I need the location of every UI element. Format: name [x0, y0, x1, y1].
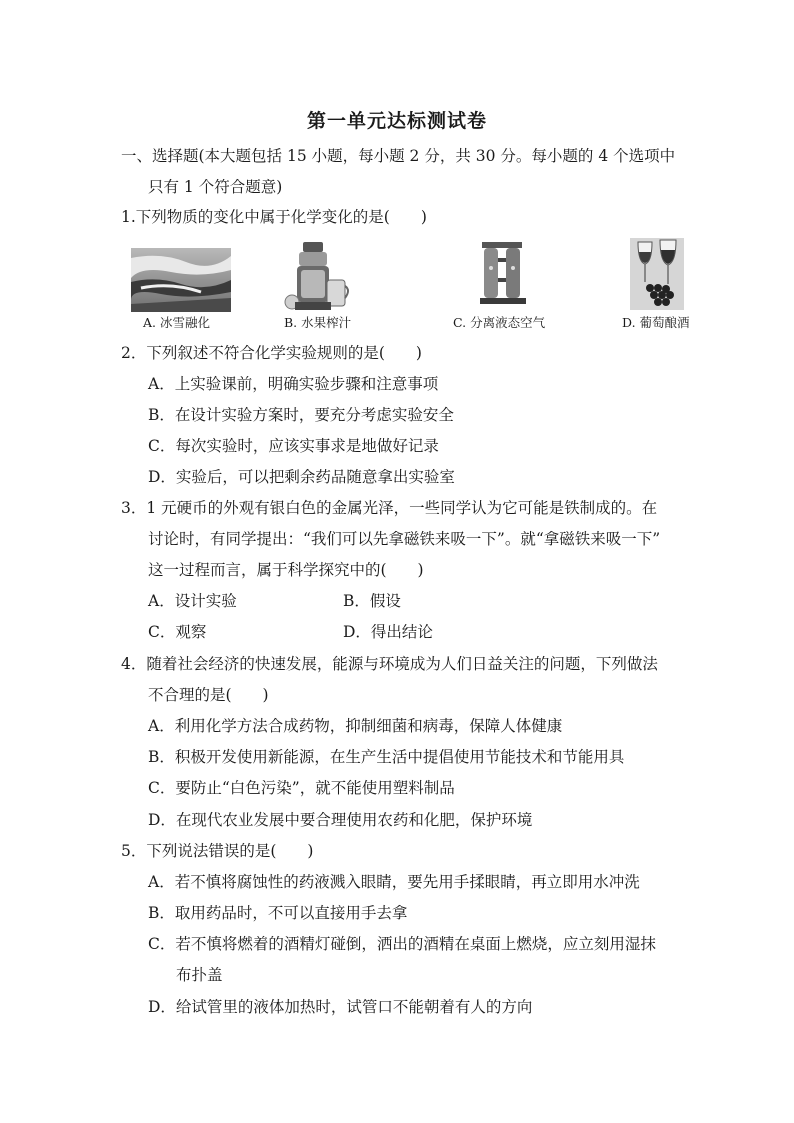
grape-wine-photo — [630, 238, 684, 310]
question-5-option-b: B．取用药品时，不可以直接用手去拿 — [148, 904, 408, 922]
question-3-stem-line3: 这一过程而言，属于科学探究中的( ) — [148, 561, 424, 579]
question-5-stem: 5．下列说法错误的是( ) — [121, 842, 314, 860]
question-5-option-a: A．若不慎将腐蚀性的药液溅入眼睛，要先用手揉眼睛，再立即用水冲洗 — [148, 873, 640, 891]
question-3-option-b: B．假设 — [343, 592, 401, 610]
question-5-option-d: D．给试管里的液体加热时，试管口不能朝着有人的方向 — [148, 998, 533, 1016]
question-1-stem: 1.下列物质的变化中属于化学变化的是( ) — [121, 208, 427, 226]
question-5-option-c: C．若不慎将燃着的酒精灯碰倒，洒出的酒精在桌面上燃烧，应立刻用湿抹 — [148, 935, 656, 953]
melting-snow-photo — [131, 248, 231, 312]
question-4-option-c: C．要防止“白色污染”，就不能使用塑料制品 — [148, 779, 455, 797]
question-3-option-c: C．观察 — [148, 623, 207, 641]
question-3-option-a: A．设计实验 — [148, 592, 237, 610]
question-2-stem: 2．下列叙述不符合化学实验规则的是( ) — [121, 344, 422, 362]
question-4-stem-line1: 4．随着社会经济的快速发展，能源与环境成为人们日益关注的问题，下列做法 — [121, 655, 658, 673]
question-4-option-b: B．积极开发使用新能源，在生产生活中提倡使用节能技术和节能用具 — [148, 748, 625, 766]
question-4-stem-line2: 不合理的是( ) — [148, 686, 269, 704]
question-5-option-c-cont: 布扑盖 — [176, 966, 223, 984]
option-a-caption: A. 冰雪融化 — [143, 315, 210, 330]
air-separation-equipment-photo — [478, 238, 528, 308]
question-4-option-d: D．在现代农业发展中要合理使用农药和化肥，保护环境 — [148, 811, 533, 829]
section-heading-cont: 只有 1 个符合题意) — [148, 178, 283, 196]
option-b-caption: B. 水果榨汁 — [284, 315, 352, 330]
question-2-option-d: D．实验后，可以把剩余药品随意拿出实验室 — [148, 468, 455, 486]
question-3-stem-line2: 讨论时，有同学提出：“我们可以先拿磁铁来吸一下”。就“拿磁铁来吸一下” — [148, 530, 661, 548]
page-title: 第一单元达标测试卷 — [306, 110, 487, 132]
question-2-option-a: A．上实验课前，明确实验步骤和注意事项 — [148, 375, 439, 393]
question-3-option-d: D．得出结论 — [343, 623, 433, 641]
question-4-option-a: A．利用化学方法合成药物，抑制细菌和病毒，保障人体健康 — [148, 717, 563, 735]
juicer-photo — [283, 240, 357, 314]
question-2-option-b: B．在设计实验方案时，要充分考虑实验安全 — [148, 406, 454, 424]
option-c-caption: C. 分离液态空气 — [453, 315, 546, 330]
question-2-option-c: C．每次实验时，应该实事求是地做好记录 — [148, 437, 439, 455]
option-d-caption: D. 葡萄酿酒 — [622, 315, 690, 330]
section-heading: 一、选择题(本大题包括 15 小题，每小题 2 分，共 30 分。每小题的 4 个选项中 — [121, 147, 676, 165]
question-3-stem-line1: 3．1 元硬币的外观有银白色的金属光泽，一些同学认为它可能是铁制成的。在 — [121, 499, 658, 517]
